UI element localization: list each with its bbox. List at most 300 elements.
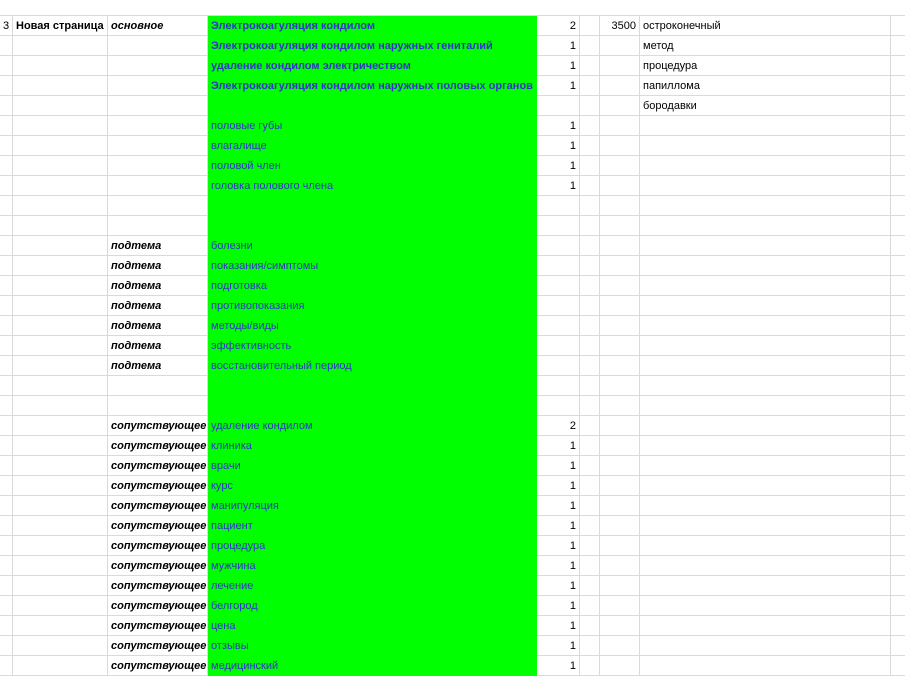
cell-keyword[interactable]: процедура	[208, 536, 537, 556]
cell-keyword[interactable]: влагалище	[208, 136, 537, 156]
cell-count[interactable]: 1	[537, 556, 580, 576]
cell-row-number[interactable]	[0, 316, 13, 336]
cell-empty[interactable]	[891, 16, 905, 36]
cell-type[interactable]: подтема	[108, 256, 208, 276]
cell-count[interactable]: 1	[537, 596, 580, 616]
cell-empty[interactable]	[891, 576, 905, 596]
cell-keyword[interactable]: цена	[208, 616, 537, 636]
cell-page[interactable]	[13, 616, 108, 636]
cell-lsi-word[interactable]	[640, 376, 891, 396]
cell-type[interactable]: сопутствующее	[108, 456, 208, 476]
cell-row-number[interactable]	[0, 356, 13, 376]
cell-row-number[interactable]	[0, 76, 13, 96]
cell-keyword[interactable]: врачи	[208, 456, 537, 476]
cell-type[interactable]: сопутствующее	[108, 656, 208, 676]
cell-frequency[interactable]	[600, 476, 640, 496]
cell-lsi-word[interactable]	[640, 616, 891, 636]
cell-empty[interactable]	[891, 316, 905, 336]
cell-count[interactable]: 1	[537, 116, 580, 136]
cell-frequency[interactable]	[600, 136, 640, 156]
cell-lsi-word[interactable]	[640, 116, 891, 136]
cell-page[interactable]: Новая страница	[13, 16, 108, 36]
cell-keyword[interactable]	[208, 96, 537, 116]
cell-empty[interactable]	[580, 76, 600, 96]
cell-empty[interactable]	[580, 116, 600, 136]
cell-page[interactable]	[13, 176, 108, 196]
cell-lsi-word[interactable]	[640, 436, 891, 456]
cell-count[interactable]	[537, 236, 580, 256]
cell-empty[interactable]	[891, 236, 905, 256]
cell-count[interactable]	[537, 296, 580, 316]
cell-empty[interactable]	[580, 276, 600, 296]
cell-empty[interactable]	[891, 296, 905, 316]
cell-row-number[interactable]	[0, 236, 13, 256]
cell-lsi-word[interactable]: бородавки	[640, 96, 891, 116]
cell-type[interactable]	[108, 396, 208, 416]
cell-empty[interactable]	[580, 96, 600, 116]
cell-empty[interactable]	[891, 456, 905, 476]
cell-frequency[interactable]	[600, 276, 640, 296]
cell-lsi-word[interactable]	[640, 276, 891, 296]
cell-count[interactable]: 1	[537, 516, 580, 536]
cell-keyword[interactable]: удаление кондилом	[208, 416, 537, 436]
cell-keyword[interactable]: головка полового члена	[208, 176, 537, 196]
cell-empty[interactable]	[580, 496, 600, 516]
cell-type[interactable]: подтема	[108, 236, 208, 256]
cell-frequency[interactable]	[600, 376, 640, 396]
cell-empty[interactable]	[580, 256, 600, 276]
cell-row-number[interactable]	[0, 496, 13, 516]
cell-empty[interactable]	[891, 356, 905, 376]
cell-count[interactable]: 1	[537, 536, 580, 556]
cell-page[interactable]	[13, 416, 108, 436]
cell-count[interactable]	[537, 96, 580, 116]
cell-page[interactable]	[13, 36, 108, 56]
cell-lsi-word[interactable]: остроконечный	[640, 16, 891, 36]
cell-row-number[interactable]	[0, 136, 13, 156]
cell-lsi-word[interactable]	[640, 216, 891, 236]
cell-row-number[interactable]	[0, 396, 13, 416]
cell-page[interactable]	[13, 496, 108, 516]
cell-type[interactable]: сопутствующее	[108, 496, 208, 516]
cell-count[interactable]: 1	[537, 156, 580, 176]
cell-type[interactable]: подтема	[108, 316, 208, 336]
cell-empty[interactable]	[580, 636, 600, 656]
cell-count[interactable]	[537, 256, 580, 276]
cell-count[interactable]: 1	[537, 576, 580, 596]
cell-page[interactable]	[13, 196, 108, 216]
cell-page[interactable]	[13, 596, 108, 616]
cell-empty[interactable]	[580, 156, 600, 176]
cell-type[interactable]: подтема	[108, 276, 208, 296]
cell-row-number[interactable]	[0, 216, 13, 236]
cell-frequency[interactable]	[600, 456, 640, 476]
cell-empty[interactable]	[580, 476, 600, 496]
cell-page[interactable]	[13, 476, 108, 496]
cell-type[interactable]	[108, 96, 208, 116]
cell-lsi-word[interactable]	[640, 196, 891, 216]
cell-page[interactable]	[13, 316, 108, 336]
cell-empty[interactable]	[580, 296, 600, 316]
cell-lsi-word[interactable]	[640, 516, 891, 536]
cell-type[interactable]: подтема	[108, 336, 208, 356]
cell-empty[interactable]	[891, 196, 905, 216]
cell-page[interactable]	[13, 576, 108, 596]
cell-count[interactable]	[537, 276, 580, 296]
cell-keyword[interactable]: Электрокоагуляция кондилом наружных гениталий	[208, 36, 537, 56]
cell-empty[interactable]	[891, 216, 905, 236]
cell-empty[interactable]	[580, 336, 600, 356]
cell-row-number[interactable]	[0, 456, 13, 476]
cell-count[interactable]: 1	[537, 56, 580, 76]
cell-keyword[interactable]: пациент	[208, 516, 537, 536]
cell-keyword[interactable]	[208, 216, 537, 236]
cell-lsi-word[interactable]	[640, 656, 891, 676]
cell-row-number[interactable]	[0, 616, 13, 636]
cell-type[interactable]: сопутствующее	[108, 556, 208, 576]
cell-type[interactable]: сопутствующее	[108, 476, 208, 496]
cell-empty[interactable]	[580, 56, 600, 76]
cell-row-number[interactable]: 3	[0, 16, 13, 36]
cell-count[interactable]: 1	[537, 476, 580, 496]
cell-count[interactable]	[537, 216, 580, 236]
cell-lsi-word[interactable]	[640, 296, 891, 316]
cell-type[interactable]	[108, 376, 208, 396]
cell-frequency[interactable]	[600, 296, 640, 316]
cell-keyword[interactable]: болезни	[208, 236, 537, 256]
cell-page[interactable]	[13, 116, 108, 136]
cell-lsi-word[interactable]	[640, 576, 891, 596]
cell-row-number[interactable]	[0, 96, 13, 116]
cell-page[interactable]	[13, 536, 108, 556]
cell-empty[interactable]	[891, 276, 905, 296]
cell-empty[interactable]	[891, 56, 905, 76]
cell-count[interactable]: 1	[537, 436, 580, 456]
cell-count[interactable]: 2	[537, 416, 580, 436]
cell-keyword[interactable]: противопоказания	[208, 296, 537, 316]
cell-count[interactable]	[537, 396, 580, 416]
cell-empty[interactable]	[580, 616, 600, 636]
cell-type[interactable]: подтема	[108, 296, 208, 316]
cell-row-number[interactable]	[0, 476, 13, 496]
cell-row-number[interactable]	[0, 56, 13, 76]
cell-empty[interactable]	[891, 376, 905, 396]
cell-row-number[interactable]	[0, 156, 13, 176]
cell-lsi-word[interactable]	[640, 416, 891, 436]
cell-type[interactable]: сопутствующее	[108, 536, 208, 556]
cell-type[interactable]	[108, 136, 208, 156]
cell-page[interactable]	[13, 256, 108, 276]
cell-frequency[interactable]	[600, 396, 640, 416]
cell-lsi-word[interactable]	[640, 456, 891, 476]
cell-keyword[interactable]	[208, 396, 537, 416]
cell-frequency[interactable]	[600, 176, 640, 196]
cell-empty[interactable]	[891, 176, 905, 196]
cell-empty[interactable]	[891, 656, 905, 676]
cell-empty[interactable]	[580, 456, 600, 476]
cell-empty[interactable]	[891, 116, 905, 136]
cell-keyword[interactable]: эффективность	[208, 336, 537, 356]
cell-page[interactable]	[13, 136, 108, 156]
cell-type[interactable]: сопутствующее	[108, 516, 208, 536]
cell-lsi-word[interactable]	[640, 136, 891, 156]
cell-frequency[interactable]	[600, 356, 640, 376]
cell-row-number[interactable]	[0, 36, 13, 56]
cell-empty[interactable]	[580, 516, 600, 536]
cell-row-number[interactable]	[0, 176, 13, 196]
cell-frequency[interactable]	[600, 196, 640, 216]
cell-page[interactable]	[13, 516, 108, 536]
cell-count[interactable]: 1	[537, 636, 580, 656]
cell-row-number[interactable]	[0, 556, 13, 576]
cell-lsi-word[interactable]	[640, 336, 891, 356]
cell-empty[interactable]	[891, 336, 905, 356]
cell-frequency[interactable]	[600, 636, 640, 656]
cell-frequency[interactable]	[600, 96, 640, 116]
cell-empty[interactable]	[891, 636, 905, 656]
cell-frequency[interactable]	[600, 76, 640, 96]
cell-empty[interactable]	[580, 356, 600, 376]
cell-type[interactable]: сопутствующее	[108, 416, 208, 436]
cell-row-number[interactable]	[0, 516, 13, 536]
cell-keyword[interactable]: отзывы	[208, 636, 537, 656]
cell-page[interactable]	[13, 436, 108, 456]
cell-empty[interactable]	[580, 376, 600, 396]
cell-type[interactable]	[108, 176, 208, 196]
cell-empty[interactable]	[580, 236, 600, 256]
cell-keyword[interactable]: лечение	[208, 576, 537, 596]
table-row	[0, 116, 905, 136]
cell-count[interactable]: 1	[537, 656, 580, 676]
cell-page[interactable]	[13, 336, 108, 356]
cell-page[interactable]	[13, 156, 108, 176]
cell-frequency[interactable]: 3500	[600, 16, 640, 36]
cell-page[interactable]	[13, 56, 108, 76]
cell-lsi-word[interactable]	[640, 316, 891, 336]
cell-empty[interactable]	[580, 36, 600, 56]
cell-empty[interactable]	[580, 576, 600, 596]
cell-empty[interactable]	[580, 396, 600, 416]
cell-empty[interactable]	[580, 16, 600, 36]
cell-count[interactable]: 1	[537, 496, 580, 516]
cell-page[interactable]	[13, 456, 108, 476]
cell-keyword[interactable]: Электрокоагуляция кондилом наружных половых органов	[208, 76, 537, 96]
cell-lsi-word[interactable]	[640, 356, 891, 376]
cell-page[interactable]	[13, 656, 108, 676]
cell-type[interactable]: сопутствующее	[108, 636, 208, 656]
cell-keyword[interactable]: подготовка	[208, 276, 537, 296]
cell-empty[interactable]	[580, 556, 600, 576]
cell-count[interactable]	[537, 336, 580, 356]
cell-count[interactable]: 2	[537, 16, 580, 36]
cell-row-number[interactable]	[0, 416, 13, 436]
cell-empty[interactable]	[580, 196, 600, 216]
cell-keyword[interactable]: половой член	[208, 156, 537, 176]
cell-count[interactable]: 1	[537, 176, 580, 196]
cell-frequency[interactable]	[600, 596, 640, 616]
cell-empty[interactable]	[891, 516, 905, 536]
cell-lsi-word[interactable]	[640, 636, 891, 656]
cell-page[interactable]	[13, 76, 108, 96]
cell-count[interactable]: 1	[537, 456, 580, 476]
cell-row-number[interactable]	[0, 596, 13, 616]
cell-keyword[interactable]: половые губы	[208, 116, 537, 136]
cell-row-number[interactable]	[0, 196, 13, 216]
cell-lsi-word[interactable]	[640, 176, 891, 196]
cell-row-number[interactable]	[0, 636, 13, 656]
cell-empty[interactable]	[580, 656, 600, 676]
cell-empty[interactable]	[891, 476, 905, 496]
cell-count[interactable]	[537, 196, 580, 216]
cell-lsi-word[interactable]	[640, 476, 891, 496]
cell-row-number[interactable]	[0, 296, 13, 316]
cell-empty[interactable]	[891, 36, 905, 56]
cell-page[interactable]	[13, 376, 108, 396]
cell-row-number[interactable]	[0, 336, 13, 356]
cell-lsi-word[interactable]: папиллома	[640, 76, 891, 96]
cell-lsi-word[interactable]: процедура	[640, 56, 891, 76]
cell-type[interactable]: сопутствующее	[108, 576, 208, 596]
cell-row-number[interactable]	[0, 256, 13, 276]
cell-lsi-word[interactable]	[640, 396, 891, 416]
cell-page[interactable]	[13, 296, 108, 316]
cell-page[interactable]	[13, 236, 108, 256]
cell-frequency[interactable]	[600, 496, 640, 516]
cell-lsi-word[interactable]	[640, 496, 891, 516]
cell-keyword[interactable]: удаление кондилом электричеством	[208, 56, 537, 76]
cell-frequency[interactable]	[600, 536, 640, 556]
cell-empty[interactable]	[891, 536, 905, 556]
cell-keyword[interactable]: восстановительный период	[208, 356, 537, 376]
cell-keyword[interactable]: курс	[208, 476, 537, 496]
cell-frequency[interactable]	[600, 256, 640, 276]
cell-lsi-word[interactable]	[640, 256, 891, 276]
cell-count[interactable]: 1	[537, 36, 580, 56]
cell-empty[interactable]	[891, 396, 905, 416]
cell-page[interactable]	[13, 96, 108, 116]
cell-type[interactable]: сопутствующее	[108, 596, 208, 616]
cell-keyword[interactable]: Электрокоагуляция кондилом	[208, 16, 537, 36]
cell-frequency[interactable]	[600, 36, 640, 56]
cell-frequency[interactable]	[600, 656, 640, 676]
cell-empty[interactable]	[580, 136, 600, 156]
cell-count[interactable]: 1	[537, 136, 580, 156]
cell-empty[interactable]	[580, 596, 600, 616]
cell-keyword[interactable]	[208, 376, 537, 396]
cell-type[interactable]	[108, 156, 208, 176]
cell-empty[interactable]	[891, 96, 905, 116]
cell-type[interactable]	[108, 36, 208, 56]
cell-lsi-word[interactable]	[640, 156, 891, 176]
cell-frequency[interactable]	[600, 156, 640, 176]
cell-keyword[interactable]: манипуляция	[208, 496, 537, 516]
cell-page[interactable]	[13, 556, 108, 576]
cell-row-number[interactable]	[0, 656, 13, 676]
cell-frequency[interactable]	[600, 616, 640, 636]
cell-type[interactable]: сопутствующее	[108, 436, 208, 456]
cell-row-number[interactable]	[0, 576, 13, 596]
cell-row-number[interactable]	[0, 376, 13, 396]
cell-row-number[interactable]	[0, 536, 13, 556]
cell-keyword[interactable]	[208, 196, 537, 216]
cell-keyword[interactable]: медицинский	[208, 656, 537, 676]
cell-type[interactable]	[108, 116, 208, 136]
cell-keyword[interactable]: белгород	[208, 596, 537, 616]
cell-keyword[interactable]: методы/виды	[208, 316, 537, 336]
cell-type[interactable]: основное	[108, 16, 208, 36]
cell-frequency[interactable]	[600, 416, 640, 436]
cell-page[interactable]	[13, 276, 108, 296]
cell-type[interactable]	[108, 76, 208, 96]
cell-frequency[interactable]	[600, 556, 640, 576]
cell-empty[interactable]	[891, 76, 905, 96]
cell-count[interactable]	[537, 316, 580, 336]
cell-lsi-word[interactable]	[640, 556, 891, 576]
cell-row-number[interactable]	[0, 276, 13, 296]
cell-empty[interactable]	[891, 616, 905, 636]
cell-count[interactable]: 1	[537, 76, 580, 96]
cell-frequency[interactable]	[600, 56, 640, 76]
cell-row-number[interactable]	[0, 436, 13, 456]
cell-lsi-word[interactable]: метод	[640, 36, 891, 56]
cell-empty[interactable]	[580, 436, 600, 456]
cell-page[interactable]	[13, 356, 108, 376]
cell-empty[interactable]	[891, 436, 905, 456]
cell-type[interactable]	[108, 56, 208, 76]
cell-empty[interactable]	[580, 176, 600, 196]
cell-frequency[interactable]	[600, 576, 640, 596]
cell-frequency[interactable]	[600, 236, 640, 256]
cell-frequency[interactable]	[600, 336, 640, 356]
cell-lsi-word[interactable]	[640, 596, 891, 616]
cell-type[interactable]	[108, 196, 208, 216]
cell-keyword[interactable]: показания/симптомы	[208, 256, 537, 276]
cell-lsi-word[interactable]	[640, 236, 891, 256]
cell-empty[interactable]	[891, 256, 905, 276]
cell-count[interactable]	[537, 356, 580, 376]
cell-empty[interactable]	[891, 596, 905, 616]
cell-page[interactable]	[13, 636, 108, 656]
cell-frequency[interactable]	[600, 516, 640, 536]
table-row	[0, 56, 905, 76]
cell-frequency[interactable]	[600, 436, 640, 456]
cell-page[interactable]	[13, 396, 108, 416]
cell-count[interactable]: 1	[537, 616, 580, 636]
cell-empty[interactable]	[580, 216, 600, 236]
cell-empty[interactable]	[580, 536, 600, 556]
cell-type[interactable]: подтема	[108, 356, 208, 376]
cell-empty[interactable]	[891, 556, 905, 576]
cell-page[interactable]	[13, 216, 108, 236]
cell-count[interactable]	[537, 376, 580, 396]
cell-keyword[interactable]: клиника	[208, 436, 537, 456]
cell-row-number[interactable]	[0, 116, 13, 136]
cell-empty[interactable]	[580, 316, 600, 336]
cell-type[interactable]	[108, 216, 208, 236]
table-row	[0, 36, 905, 56]
cell-empty[interactable]	[891, 496, 905, 516]
cell-lsi-word[interactable]	[640, 536, 891, 556]
cell-empty[interactable]	[580, 416, 600, 436]
cell-frequency[interactable]	[600, 216, 640, 236]
cell-empty[interactable]	[891, 156, 905, 176]
cell-frequency[interactable]	[600, 316, 640, 336]
cell-empty[interactable]	[891, 136, 905, 156]
cell-keyword[interactable]: мужчина	[208, 556, 537, 576]
cell-empty[interactable]	[891, 416, 905, 436]
cell-frequency[interactable]	[600, 116, 640, 136]
cell-type[interactable]: сопутствующее	[108, 616, 208, 636]
